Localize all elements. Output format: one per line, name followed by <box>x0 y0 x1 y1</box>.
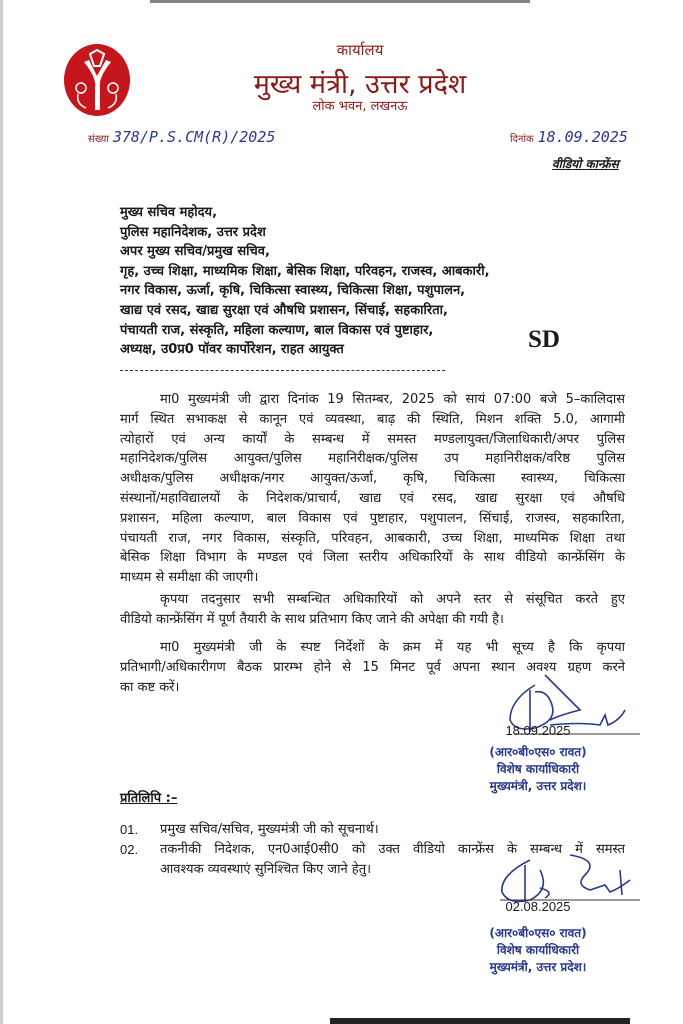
signatory-designation: विशेष कार्याधिकारी <box>496 943 580 957</box>
emblem-icon <box>64 44 130 116</box>
copy-item-number: 02. <box>120 842 139 857</box>
subject-heading: वीडियो कान्फ्रेंस <box>552 157 619 171</box>
addressee-line: अपर मुख्य सचिव/प्रमुख सचिव, <box>120 244 270 260</box>
office-label: कार्यालय <box>336 41 384 59</box>
letterhead-address: लोक भवन, लखनऊ <box>312 99 408 114</box>
signatory-name: (आर०बी०एस० रावत) <box>489 926 587 940</box>
paragraph-line: माध्यम से समीक्षा की जाएगी। <box>120 570 259 586</box>
addressee-block <box>120 203 490 360</box>
paragraph-line: का कष्ट करें। <box>120 679 180 695</box>
addressee-line: गृह, उच्च शिक्षा, माध्यमिक शिक्षा, बेसिक शिक्षा, परिवहन, राजस्व, आबकारी, <box>120 263 490 279</box>
letter-date <box>510 128 628 146</box>
addressee-line: खाद्य एवं रसद, खाद्य सुरक्षा एवं औषधि प्रशासन, सिंचाई, सहकारिता, <box>120 302 448 318</box>
signature-block-1 <box>468 722 608 795</box>
uttar-pradesh-emblem-logo <box>64 44 130 116</box>
addressee-line: मुख्य सचिव महोदय, <box>120 205 218 220</box>
addressee-line: अध्यक्ष, उ0प्र0 पॉवर कार्पोरेशन, राहत आयुक्त <box>120 342 344 358</box>
signatory-office: मुख्यमंत्री, उत्तर प्रदेश। <box>489 779 587 793</box>
reference-label: संख्या <box>88 134 109 145</box>
paragraph-line: कृपया तदनुसार सभी सम्बन्धित अधिकारियों को अपने स्तर से संसूचित करते हुए <box>160 592 625 607</box>
body-paragraph-1 <box>120 390 625 588</box>
paragraph-line: मा0 मुख्यमंत्री जी के स्पष्ट निर्देशों के क्रम में यह भी सूच्य है कि कृपया <box>160 640 625 655</box>
scan-shadow-top <box>150 0 530 3</box>
paragraph-line: संस्थानों/महाविद्यालयों के निदेशक/प्राचार्य, खाद्य एवं रसद, खाद्य सुरक्षा एवं औषधि <box>120 490 625 506</box>
paragraph-line: प्रशासन, महिला कल्याण, बाल विकास एवं पुष्टाहार, पशुपालन, सिंचाई, राजस्व, सहकारिता, <box>120 510 625 526</box>
paragraph-line: मा0 मुख्यमंत्री जी द्वारा दिनांक 19 सितम्बर, 2025 को सायं 07:00 बजे 5–कालिदास <box>160 392 625 407</box>
date-label: दिनांक <box>510 134 534 145</box>
paragraph-line: त्योहारों एवं अन्य कार्यों के सम्बन्ध में समस्त मण्डलायुक्त/जिलाधिकारी/अपर पुलिस <box>120 431 625 447</box>
scan-shadow-bottom <box>330 1018 630 1024</box>
paragraph-line: बेसिक शिक्षा विभाग के मण्डल एवं जिला स्तरीय अधिकारियों के साथ वीडियो कान्फ्रेंसिंग के <box>120 550 625 566</box>
paragraph-line: अधीक्षक/पुलिस अधीक्षक/नगर आयुक्त/ऊर्जा, कृषि, चिकित्सा स्वास्थ्य, चिकित्सा <box>120 471 625 487</box>
copy-item-text: प्रमुख सचिव/सचिव, मुख्यमंत्री जी को सूचनार्थ। <box>160 822 379 837</box>
sd-stamp: SD <box>528 326 560 353</box>
date-value: 18.09.2025 <box>537 128 628 146</box>
paragraph-line: मार्ग स्थित सभाकक्ष से कानून एवं व्यवस्था, बाढ़ की स्थिति, मिशन शक्ति 5.0, आगामी <box>120 411 625 427</box>
paragraph-line: वीडियो कान्फ्रेंसिंग में पूर्ण तैयारी के साथ प्रतिभाग किए जाने की अपेक्षा की गयी है। <box>120 611 504 627</box>
signatory-office: मुख्यमंत्री, उत्तर प्रदेश। <box>489 960 587 974</box>
addressee-line: पुलिस महानिदेशक, उत्तर प्रदेश <box>120 224 266 240</box>
signature-date: 02.08.2025 <box>505 899 571 914</box>
divider <box>120 370 445 371</box>
copy-to-heading: प्रतिलिपि :– <box>120 791 178 806</box>
paragraph-line: पंचायती राज, नगर विकास, संस्कृति, परिवहन, आबकारी, उच्च शिक्षा, माध्यमिक शिक्षा तथा <box>120 530 625 546</box>
signatory-designation: विशेष कार्याधिकारी <box>496 762 580 776</box>
copy-item-1 <box>120 820 625 840</box>
copy-item-text: तकनीकी निदेशक, एन0आई0सी0 को उक्त वीडियो कान्फ्रेंस के सम्बन्ध में समस्त <box>160 842 625 857</box>
addressee-line: पंचायती राज, संस्कृति, महिला कल्याण, बाल विकास एवं पुष्टाहार, <box>120 322 434 338</box>
paragraph-line: महानिदेशक/पुलिस आयुक्त/पुलिस महानिरीक्षक/पुलिस उप महानिरीक्षक/वरिष्ठ पुलिस <box>120 451 625 467</box>
signature-date: 18.09.2025 <box>505 723 571 738</box>
signatory-name: (आर०बी०एस० रावत) <box>489 745 587 759</box>
reference-value: 378/P.S.CM(R)/2025 <box>112 128 276 146</box>
copy-item-number: 01. <box>120 822 139 837</box>
letterhead-title: मुख्य मंत्री, उत्तर प्रदेश <box>253 69 467 100</box>
scan-edge <box>0 0 3 1024</box>
addressee-line: नगर विकास, ऊर्जा, कृषि, चिकित्सा स्वास्थ्य, चिकित्सा शिक्षा, पशुपालन, <box>120 283 466 299</box>
signature-block-2 <box>468 898 608 976</box>
copy-item-text: आवश्यक व्यवस्थाएं सुनिश्चित किए जाने हेतु। <box>160 861 372 877</box>
body-paragraph-2 <box>120 590 625 630</box>
reference-number <box>88 128 275 146</box>
paragraph-line: प्रतिभागी/अधिकारीगण बैठक प्रारम्भ होने से 15 मिनट पूर्व अपना स्थान अवश्य ग्रहण करने <box>120 659 625 675</box>
